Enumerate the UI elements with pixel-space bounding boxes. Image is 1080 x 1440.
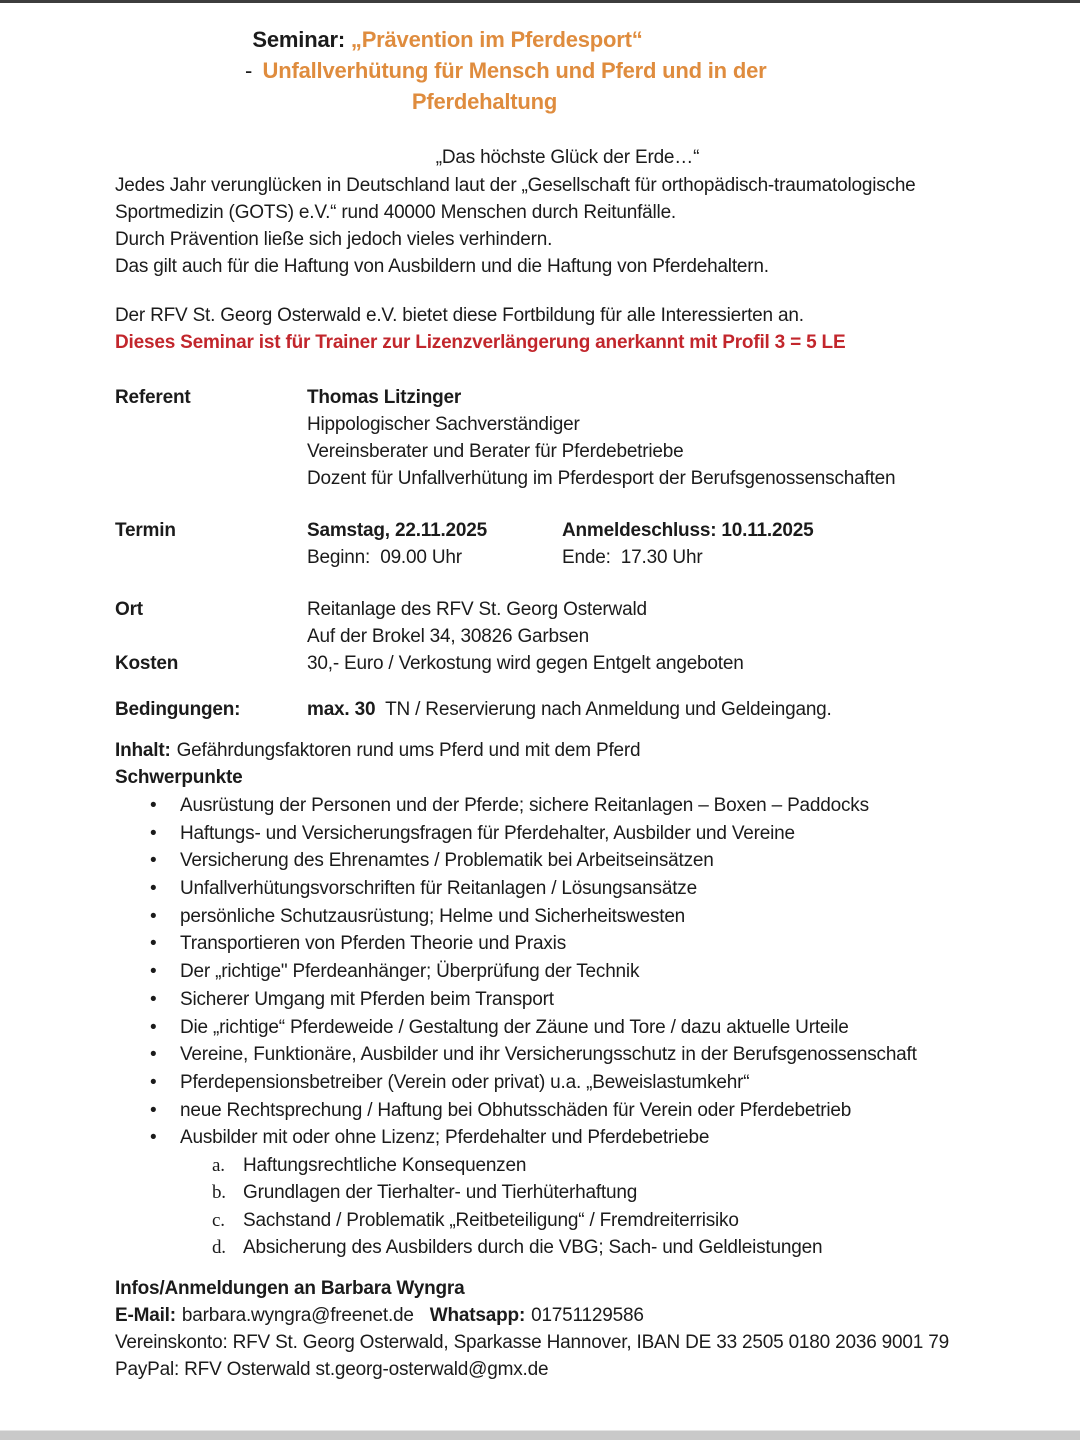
bullet-icon: •	[150, 1016, 157, 1038]
referent-name: Thomas Litzinger	[307, 387, 462, 408]
offer-line: Der RFV St. Georg Osterwald e.V. bietet diese Fortbildung für alle Interessierten an.	[115, 305, 804, 326]
sub-item: a. Haftungsrechtliche Konsequenzen	[115, 1152, 980, 1180]
title-line-1	[0, 24, 965, 55]
bullet-item: • Haftungs- und Versicherungsfragen für Pferdehalter, Ausbilder und Vereine	[115, 820, 980, 848]
bank-account-line: Vereinskonto: RFV St. Georg Osterwald, Sparkasse Hannover, IBAN DE 33 2505 0180 2036 9001 79	[115, 1331, 949, 1353]
sub-item-marker: b.	[212, 1182, 226, 1204]
schwerpunkte-list	[115, 792, 980, 1152]
bullet-item: • Ausbilder mit oder ohne Lizenz; Pferdehalter und Pferdebetriebe	[115, 1124, 980, 1152]
bullet-icon: •	[150, 1099, 157, 1121]
bullet-icon: •	[150, 878, 157, 900]
sub-item: d. Absicherung des Ausbilders durch die VBG; Sach- und Geldleistungen	[115, 1234, 980, 1262]
bedingungen-label: Bedingungen:	[115, 699, 241, 720]
intro-line: Durch Prävention ließe sich jedoch vieles verhindern.	[115, 229, 553, 250]
section-ort-kosten	[115, 596, 980, 677]
ort-line2: Auf der Brokel 34, 30826 Garbsen	[307, 626, 589, 647]
paypal-line: PayPal: RFV Osterwald st.georg-osterwald@gmx.de	[115, 1358, 549, 1380]
contact-section	[115, 1275, 980, 1383]
page-title	[0, 24, 965, 117]
bullet-item: • Pferdepensionsbetreiber (Verein oder privat) u.a. „Beweislastumkehr“	[115, 1069, 980, 1097]
sub-item-marker: c.	[212, 1209, 225, 1231]
title-prefix: Seminar:	[252, 27, 351, 52]
intro-line: Jedes Jahr verunglücken in Deutschland laut der „Gesellschaft für orthopädisch-traumatologische	[115, 175, 916, 196]
bullet-icon: •	[150, 933, 157, 955]
ort-line1: Reitanlage des RFV St. Georg Osterwald	[307, 599, 647, 620]
referent-detail: Dozent für Unfallverhütung im Pferdesport der Berufsgenossenschaften	[307, 468, 896, 489]
termin-end: Ende: 17.30 Uhr	[562, 547, 703, 568]
inhalt-value: Gefährdungsfaktoren rund ums Pferd und mit dem Pferd	[176, 740, 641, 761]
title-main: „Prävention im Pferdesport“	[350, 27, 643, 52]
page-top-edge	[0, 0, 1080, 3]
bullet-icon: •	[150, 961, 157, 983]
bullet-icon: •	[150, 1127, 157, 1149]
referent-detail: Vereinsberater und Berater für Pferdebetriebe	[307, 441, 684, 462]
document-content	[115, 24, 980, 1383]
email-label: E-Mail:	[115, 1304, 176, 1326]
sub-item: b. Grundlagen der Tierhalter- und Tierhüterhaftung	[115, 1179, 980, 1207]
sub-item-marker: d.	[212, 1237, 226, 1259]
bullet-item: • Die „richtige“ Pferdeweide / Gestaltung der Zäune und Tore / dazu aktuelle Urteile	[115, 1014, 980, 1042]
bullet-item: • Der „richtige" Pferdeanhänger; Überprüfung der Technik	[115, 958, 980, 986]
section-bedingungen	[115, 696, 980, 723]
section-referent	[115, 384, 980, 492]
bullet-icon: •	[150, 1044, 157, 1066]
bullet-icon: •	[150, 795, 157, 816]
sub-item-marker: a.	[212, 1154, 225, 1176]
termin-date: Samstag, 22.11.2025	[307, 520, 488, 541]
inhalt-label: Inhalt:	[115, 740, 171, 761]
page-bottom-edge	[0, 1430, 1080, 1440]
termin-begin: Beginn: 09.00 Uhr	[307, 547, 462, 568]
bullet-item: • persönliche Schutzausrüstung; Helme und Sicherheitswesten	[115, 903, 980, 931]
intro-line: Sportmedizin (GOTS) e.V.“ rund 40000 Menschen durch Reitunfälle.	[115, 202, 677, 223]
kosten-value: 30,- Euro / Verkostung wird gegen Entgelt angeboten	[307, 653, 744, 674]
bedingungen-value	[307, 696, 980, 723]
bullet-icon: •	[150, 822, 157, 844]
bullet-icon: •	[150, 988, 157, 1010]
schwerpunkte-label: Schwerpunkte	[115, 767, 243, 788]
title-line-2: Unfallverhütung für Mensch und Pferd und in der	[262, 58, 767, 83]
referent-detail: Hippologischer Sachverständiger	[307, 414, 580, 435]
bedingungen-rest: TN / Reservierung nach Anmeldung und Geldeingang.	[375, 699, 832, 720]
inhalt-line	[115, 737, 980, 764]
termin-deadline: Anmeldeschluss: 10.11.2025	[562, 520, 814, 541]
quote: „Das höchste Glück der Erde…“	[435, 147, 700, 168]
section-termin	[115, 517, 980, 571]
contact-email-line	[115, 1302, 980, 1329]
email-address: barbara.wyngra@freenet.de	[181, 1304, 414, 1326]
kosten-label: Kosten	[115, 653, 179, 674]
bullet-item: • Versicherung des Ehrenamtes / Problematik bei Arbeitseinsätzen	[115, 847, 980, 875]
intro-paragraph	[115, 172, 980, 280]
bullet-item: • Sicherer Umgang mit Pferden beim Transport	[115, 986, 980, 1014]
bullet-icon: •	[150, 905, 157, 927]
whatsapp-number: 01751129586	[531, 1304, 644, 1326]
title-line-3: Pferdehaltung	[411, 89, 558, 114]
bedingungen-max: max. 30	[307, 699, 376, 720]
title-dash: -	[245, 58, 253, 83]
sub-list	[115, 1152, 980, 1262]
bullet-icon: •	[150, 1071, 157, 1093]
intro-line: Das gilt auch für die Haftung von Ausbildern und die Haftung von Pferdehaltern.	[115, 256, 769, 277]
license-note: Dieses Seminar ist für Trainer zur Lizenzverlängerung anerkannt mit Profil 3 = 5 LE	[115, 332, 846, 353]
bullet-icon: •	[150, 850, 157, 872]
bullet-item: • Ausrüstung der Personen und der Pferde; sichere Reitanlagen – Boxen – Paddocks	[115, 792, 980, 820]
referent-label: Referent	[115, 387, 191, 408]
bullet-item: • Unfallverhütungsvorschriften für Reitanlagen / Lösungsansätze	[115, 875, 980, 903]
termin-label: Termin	[115, 520, 176, 541]
whatsapp-label: Whatsapp:	[429, 1304, 526, 1326]
section-inhalt	[115, 737, 980, 791]
contact-heading: Infos/Anmeldungen an Barbara Wyngra	[115, 1277, 465, 1299]
ort-label: Ort	[115, 599, 143, 620]
sub-item: c. Sachstand / Problematik „Reitbeteiligung“ / Fremdreiterrisiko	[115, 1207, 980, 1235]
bullet-item: • Vereine, Funktionäre, Ausbilder und ihr Versicherungsschutz in der Berufsgenossenschaft	[115, 1041, 980, 1069]
bullet-item: • Transportieren von Pferden Theorie und Praxis	[115, 930, 980, 958]
bullet-item: • neue Rechtsprechung / Haftung bei Obhutsschäden für Verein oder Pferdebetrieb	[115, 1097, 980, 1125]
